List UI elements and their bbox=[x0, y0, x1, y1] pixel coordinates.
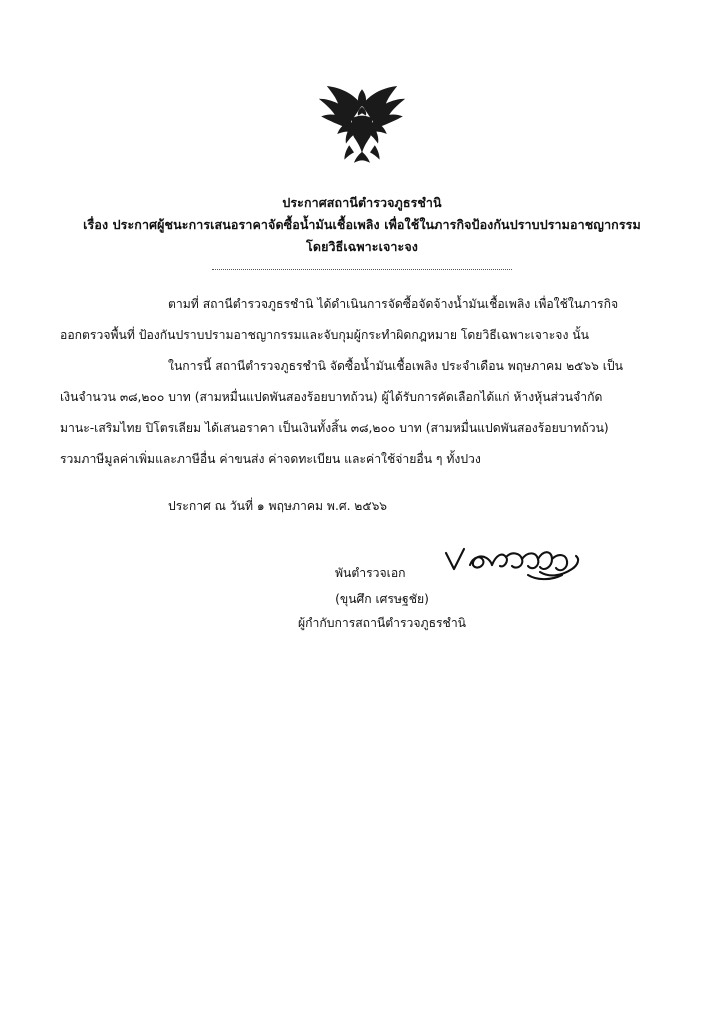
emblem-container bbox=[60, 78, 664, 174]
signer-name: (ขุนศึก เศรษฐชัย) bbox=[335, 591, 429, 606]
document-body bbox=[60, 292, 664, 519]
garuda-emblem-icon bbox=[314, 78, 410, 174]
paragraph-2-line-1: ในการนี้ สถานีตำรวจภูธรชำนิ จัดซื้อน้ำมันเชื้อเพลิง ประจำเดือน พฤษภาคม ๒๕๖๖ เป็น bbox=[168, 358, 623, 373]
paragraph-2-line-2: เงินจำนวน ๓๘,๒๐๐ บาท (สามหมื่นแปดพันสองร้อยบาทถ้วน) ผู้ได้รับการคัดเลือกได้แก่ ห้างหุ้นส่วนจำกัด bbox=[60, 389, 603, 404]
signature-row bbox=[60, 553, 664, 587]
signer-rank: พันตำรวจเอก bbox=[335, 565, 406, 580]
title-line-2: เรื่อง ประกาศผู้ชนะการเสนอราคาจัดซื้อน้ำมันเชื้อเพลิง เพื่อใช้ในภารกิจป้องกันปราบปรามอาชญากรรม bbox=[83, 216, 641, 232]
paragraph-1-line-2: ออกตรวจพื้นที่ ป้องกันปราบปรามอาชญากรรมและจับกุมผู้กระทำผิดกฎหมาย โดยวิธีเฉพาะเจาะจง นั้น bbox=[60, 327, 589, 342]
signature-block bbox=[60, 553, 664, 636]
title-line-1: ประกาศสถานีตำรวจภูธรชำนิ bbox=[282, 195, 442, 210]
title-line-3: โดยวิธีเฉพาะเจาะจง bbox=[306, 238, 418, 254]
dotted-divider bbox=[212, 268, 512, 270]
signer-position: ผู้กำกับการสถานีตำรวจภูธรชำนิ bbox=[298, 616, 466, 631]
paragraph-1-line-1: ตามที่ สถานีตำรวจภูธรชำนิ ได้ดำเนินการจัดซื้อจัดจ้างน้ำมันเชื้อเพลิง เพื่อใช้ในภารกิจ bbox=[168, 296, 619, 311]
announcement-date: ประกาศ ณ วันที่ ๑ พฤษภาคม พ.ศ. ๒๕๖๖ bbox=[168, 498, 388, 513]
paragraph-2-line-4: รวมภาษีมูลค่าเพิ่มและภาษีอื่น ค่าขนส่ง ค่าจดทะเบียน และค่าใช้จ่ายอื่น ๆ ทั้งปวง bbox=[60, 451, 481, 466]
handwritten-signature-icon bbox=[440, 539, 590, 585]
paragraph-2-line-3: มานะ-เสริมไทย ปิโตรเลียม ได้เสนอราคา เป็นเงินทั้งสิ้น ๓๘,๒๐๐ บาท (สามหมื่นแปดพันสองร้อยบาทถ้วน) bbox=[60, 420, 609, 435]
document-title-block bbox=[60, 192, 664, 270]
